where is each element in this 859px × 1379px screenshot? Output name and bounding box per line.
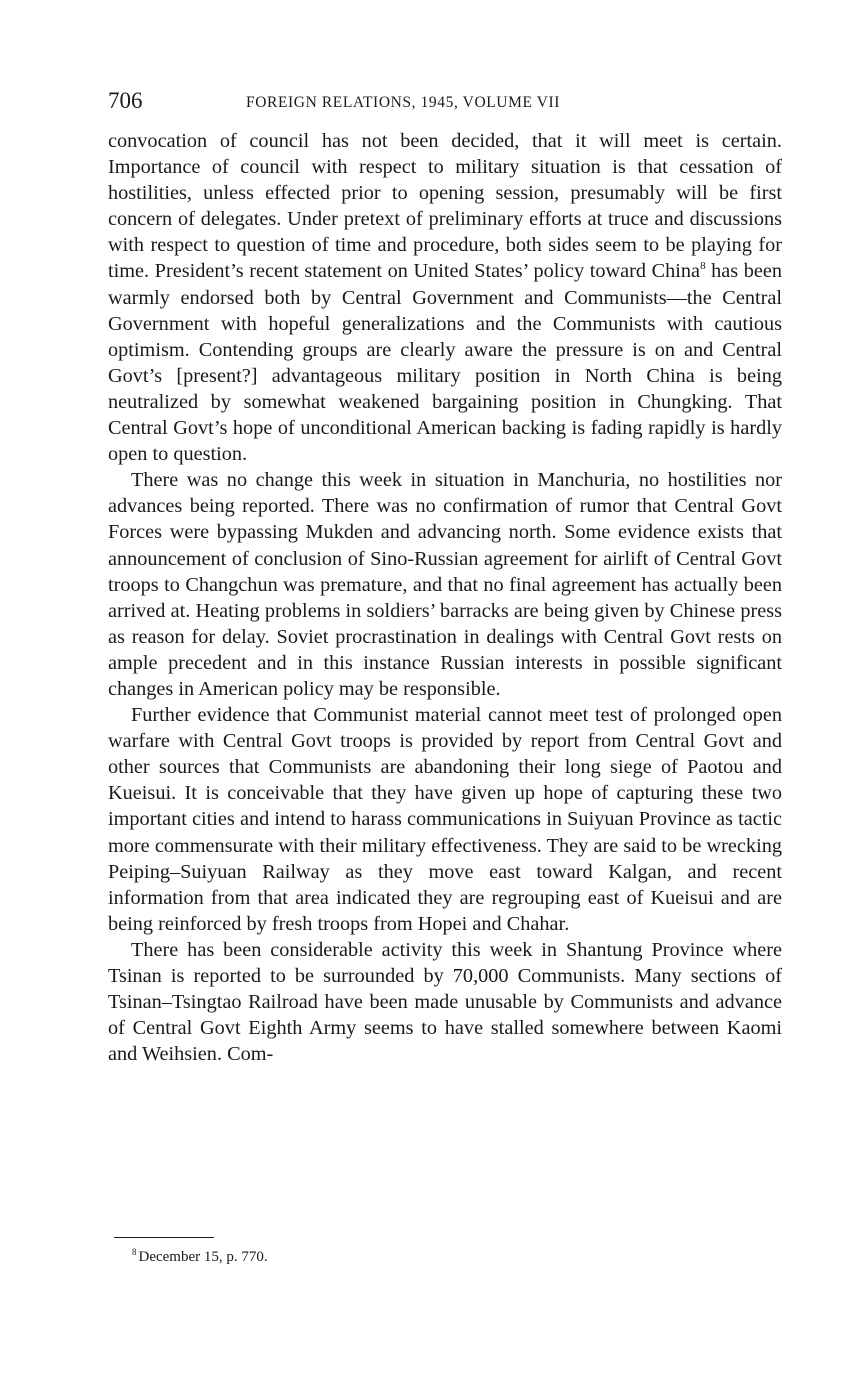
- document-page: [108, 86, 782, 1067]
- paragraph-1-text: convocation of council has not been decided, that it will meet is certain. Importance of council with respect to military situation is that cessation of hostilities, unless effected prior to opening session, presumably will be first concern of delegates. Under pretext of preliminary efforts at truce and discussions with respect to question of time and procedure, both sides seem to be playing for time. President’s recent statement on United States’ policy toward China: [108, 130, 782, 283]
- paragraph-2: There was no change this week in situation in Manchuria, no hostilities nor advances being reported. There was no confirmation of rumor that Central Govt Forces were bypassing Mukden and advancing north. Some evidence exists that announcement of conclusion of Sino-Russian agreement for airlift of Central Govt troops to Changchun was premature, and that no final agreement has actually been arrived at. Heating problems in soldiers’ barracks are being given by Chinese press as reason for delay. Soviet procrastination in dealings with Central Govt rests on ample precedent and in this instance Russian interests in possible significant changes in American policy may be responsible.: [108, 469, 782, 700]
- paragraph-3: Further evidence that Communist material cannot meet test of prolonged open warfare with Central Govt troops is provided by report from Central Govt and other sources that Communists are abandoning their long siege of Paotou and Kueisui. It is conceivable that they have given up hope of capturing these two important cities and intend to harass communications in Suiyuan Province as tactic more commensurate with their military effectiveness. They are said to be wrecking Peiping–Suiyuan Railway as they move east toward Kalgan, and recent information from that area indicated they are regrouping east of Kueisui and are being reinforced by fresh troops from Hopei and Chahar.: [108, 704, 782, 935]
- running-head: [108, 86, 782, 120]
- body-text: [108, 128, 782, 1067]
- footnote-number: 8: [132, 1247, 137, 1257]
- paragraph-1-continuation: has been warmly endorsed both by Central Government and Communists—the Central Government with hopeful generalizations and the Communists with cautious optimism. Contending groups are clearly aware the pressure is on and Central Govt’s [present?] advantageous military position in North China is being neutralized by somewhat weakened bargaining position in Chungking. That Central Govt’s hope of unconditional American backing is fading rapidly is hardly open to question.: [108, 260, 783, 466]
- footnote-text: December 15, p. 770.: [138, 1249, 268, 1265]
- running-title: FOREIGN RELATIONS, 1945, VOLUME VII: [246, 94, 561, 111]
- footnote: [132, 1247, 268, 1267]
- footnote-reference[interactable]: 8: [700, 260, 706, 273]
- footnote-divider: [114, 1237, 214, 1238]
- paragraph-1: [108, 128, 782, 467]
- page-number: 706: [108, 88, 143, 113]
- paragraph-4: There has been considerable activity this week in Shantung Province where Tsinan is reported to be surrounded by 70,000 Communists. Many sections of Tsinan–Tsingtao Railroad have been made unusable by Communists and advance of Central Govt Eighth Army seems to have stalled somewhere between Kaomi and Weihsien. Com-: [108, 938, 782, 1066]
